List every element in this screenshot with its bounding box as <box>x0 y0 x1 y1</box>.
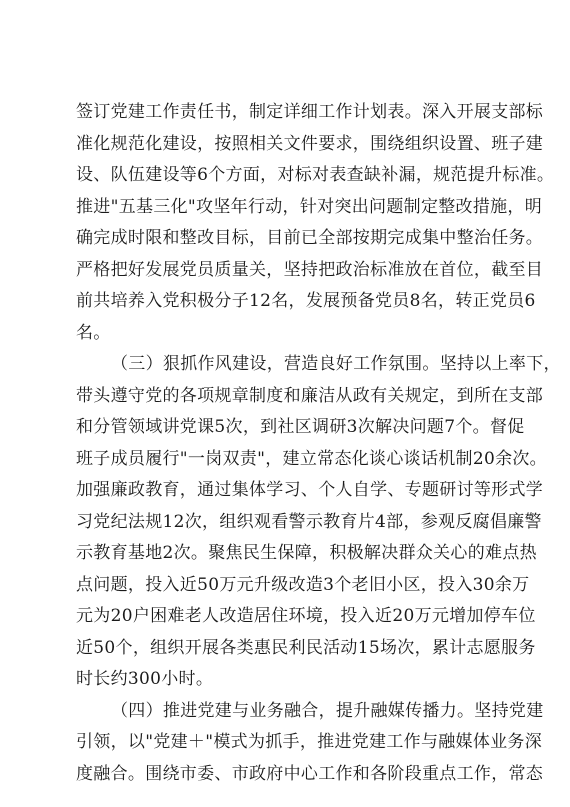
text-line: 确完成时限和整改目标，目前已全部按期完成集中整治任务。 <box>76 228 544 248</box>
text-line: 前共培养入党积极分子12名，发展预备党员8名，转正党员6 <box>76 291 536 311</box>
text-line: 点问题，投入近50万元升级改造3个老旧小区，投入30余万 <box>76 575 530 595</box>
text-line: 名。 <box>76 323 111 343</box>
text-line: 签订党建工作责任书，制定详细工作计划表。深入开展支部标 <box>76 102 544 122</box>
text-line: 设、队伍建设等6个方面，对标对表查缺补漏，规范提升标准。 <box>76 165 555 185</box>
text-line: 准化规范化建设，按照相关文件要求，围绕组织设置、班子建 <box>76 134 544 154</box>
text-line: 推进"五基三化"攻坚年行动，针对突出问题制定整改措施，明 <box>76 197 543 217</box>
text-line: 示教育基地2次。聚焦民生保障，积极解决群众关心的难点热 <box>76 543 537 563</box>
text-line: 和分管领域讲党课5次，到社区调研3次解决问题7个。督促 <box>76 417 525 437</box>
text-line: 引领，以"党建＋"模式为抓手，推进党建工作与融媒体业务深 <box>76 732 543 752</box>
text-line: 时长约300小时。 <box>76 669 214 689</box>
text-line: 带头遵守党的各项规章制度和廉洁从政有关规定，到所在支部 <box>76 386 544 406</box>
text-line: 习党纪法规12次，组织观看警示教育片4部，参观反腐倡廉警 <box>76 512 542 532</box>
text-line: 班子成员履行"一岗双责"，建立常态化谈心谈话机制20余次。 <box>76 449 547 469</box>
text-line: 元为20户困难老人改造居住环境，投入近20万元增加停车位 <box>76 606 536 626</box>
text-line: 近50个，组织开展各类惠民利民活动15场次，累计志愿服务 <box>76 638 536 658</box>
section-heading-line: （三）狠抓作风建设，营造良好工作氛围。坚持以上率下， <box>111 354 561 374</box>
text-line: 加强廉政教育，通过集体学习、个人自学、专题研讨等形式学 <box>76 480 544 500</box>
section-heading-line: （四）推进党建与业务融合，提升融媒传播力。坚持党建 <box>111 701 544 721</box>
text-line: 严格把好发展党员质量关，坚持把政治标准放在首位，截至目 <box>76 260 544 280</box>
text-line: 度融合。围绕市委、市政府中心工作和各阶段重点工作，常态 <box>76 764 544 784</box>
